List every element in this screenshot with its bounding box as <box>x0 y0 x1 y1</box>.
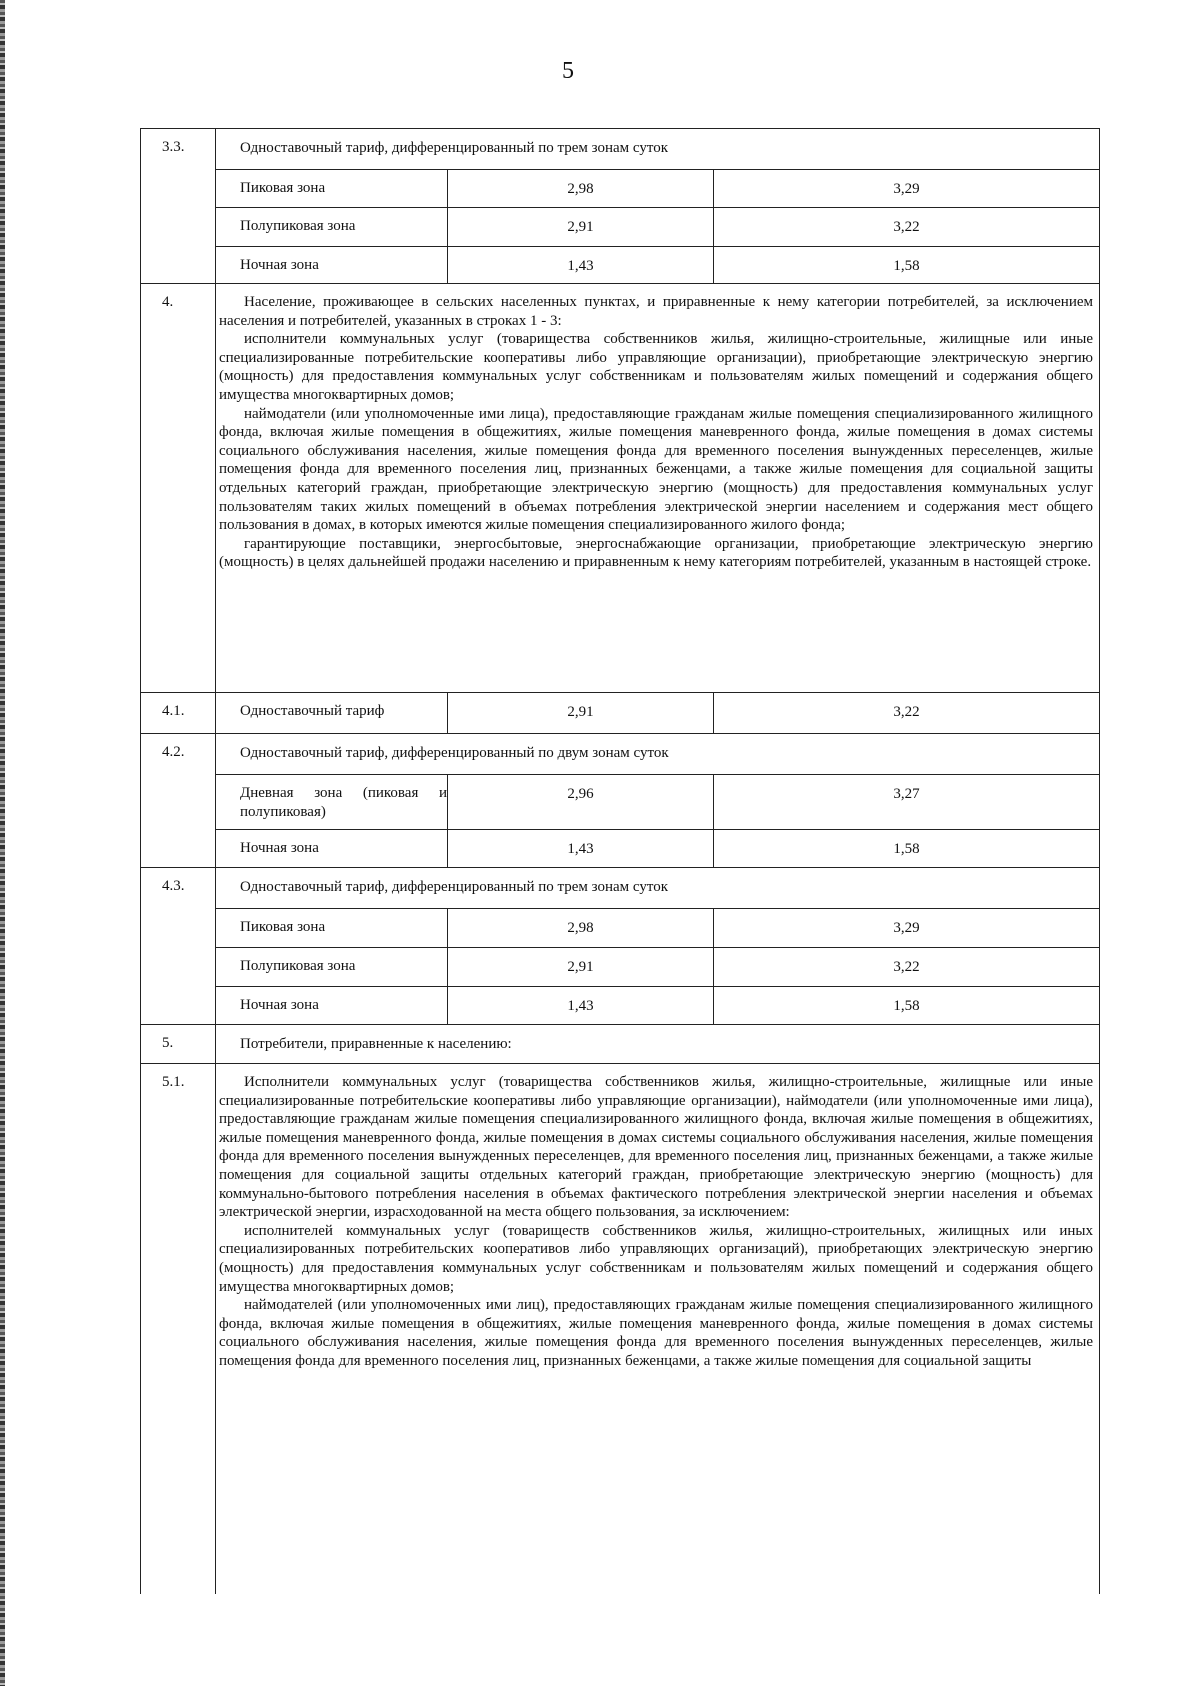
zone-label: Полупиковая зона <box>216 948 448 986</box>
sub-row <box>216 207 1099 246</box>
row-number: 4.2. <box>141 734 216 867</box>
row-title: Одноставочный тариф, дифференцированный по трем зонам суток <box>240 140 669 156</box>
tariff-value-1: 2,96 <box>448 775 714 829</box>
tariff-value-2: 3,27 <box>893 786 920 802</box>
zone-label: Пиковая зона <box>216 909 448 947</box>
sub-row <box>216 986 1099 1024</box>
paragraph: наймодателей (или уполномоченных ими лиц), предоставляющих гражданам жилые помещения специализированного жилищного фонда, включая жилые помещения в общежитиях, жилые помещения маневренного фонда, жилые помещения в домах системы социального обслуживания населения, жилые помещения фонда для временного поселения вынужденных переселенцев, жилые помещения фонда для временного поселения лиц, признанных беженцами, а также жилые помещения для социальной защиты <box>219 1297 1093 1369</box>
row-number: 5.1. <box>141 1064 216 1594</box>
sub-row <box>216 169 1099 207</box>
tariff-value-2: 3,29 <box>893 920 920 936</box>
row-title: Потребители, приравненные к населению: <box>240 1036 512 1052</box>
zone-label: Ночная зона <box>216 830 448 867</box>
row-text <box>216 1064 1099 1594</box>
tariff-value-2: 1,58 <box>893 841 920 857</box>
row-title: Одноставочный тариф, дифференцированный по трем зонам суток <box>240 879 669 895</box>
zone-label: Дневная зона (пиковая и полупиковая) <box>216 775 448 829</box>
tariff-value-2: 3,22 <box>893 959 920 975</box>
paragraph: гарантирующие поставщики, энергосбытовые, энергоснабжающие организации, приобретающие электрическую энергию (мощность) в целях дальнейшей продажи населению и приравненным к нему категориям потребителей, указанным в настоящей строке. <box>219 535 1093 571</box>
table-row-5 <box>140 1025 1100 1064</box>
scan-edge <box>0 0 5 1686</box>
tariff-value-2: 3,29 <box>893 181 920 197</box>
row-number: 5. <box>141 1025 216 1063</box>
tariff-value-2: 3,22 <box>893 219 920 235</box>
row-number: 3.3. <box>141 129 216 283</box>
tariff-value-1: 2,91 <box>448 693 714 733</box>
tariff-value-2: 1,58 <box>893 998 920 1014</box>
tariff-value-1: 1,43 <box>448 247 714 283</box>
tariff-value-2: 3,22 <box>893 704 920 720</box>
table-row-5-1 <box>140 1064 1100 1594</box>
tariff-value-2: 1,58 <box>893 258 920 274</box>
sub-row <box>216 947 1099 986</box>
sub-row <box>216 246 1099 283</box>
paragraph: исполнителей коммунальных услуг (товариществ собственников жилья, жилищно-строительных, жилищных или иных специализированных потребительских кооперативов либо управляющих организаций), приобретающих электрическую энергию (мощность) для предоставления коммунальных услуг собственникам и пользователям жилых помещений и содержания общего имущества многоквартирных домов; <box>219 1222 1093 1295</box>
table-row-4-1 <box>140 693 1100 734</box>
paragraph: Население, проживающее в сельских населенных пунктах, и приравненные к нему категории потребителей, за исключением населения и потребителей, указанных в строках 1 - 3: <box>219 294 1093 329</box>
row-text <box>216 284 1099 692</box>
table-row-4 <box>140 284 1100 693</box>
zone-label: Ночная зона <box>216 247 448 283</box>
row-number: 4. <box>141 284 216 692</box>
tariff-label: Одноставочный тариф <box>216 693 448 733</box>
table-row-4-3 <box>140 868 1100 1025</box>
page-number: 5 <box>562 58 574 84</box>
table-row-4-2 <box>140 734 1100 868</box>
tariff-table <box>140 128 1100 1594</box>
sub-row <box>216 774 1099 829</box>
zone-label: Полупиковая зона <box>216 208 448 246</box>
row-number: 4.3. <box>141 868 216 1024</box>
tariff-value-1: 1,43 <box>448 830 714 867</box>
zone-label: Ночная зона <box>216 987 448 1024</box>
tariff-value-1: 2,98 <box>448 170 714 207</box>
sub-row <box>216 829 1099 867</box>
zone-label: Пиковая зона <box>216 170 448 207</box>
tariff-value-1: 2,91 <box>448 948 714 986</box>
table-row-3-3 <box>140 129 1100 284</box>
tariff-value-1: 2,91 <box>448 208 714 246</box>
row-title: Одноставочный тариф, дифференцированный по двум зонам суток <box>240 745 669 761</box>
paragraph: Исполнители коммунальных услуг (товарищества собственников жилья, жилищно-строительные, жилищные или иные специализированные потребительские кооперативы либо управляющие организации), наймодатели (или уполномоченные ими лица), предоставляющие гражданам жилые помещения специализированного жилищного фонда, включая жилые помещения в общежитиях, жилые помещения маневренного фонда, жилые помещения в домах системы социального обслуживания населения, жилые помещения фонда для временного поселения вынужденных переселенцев, для временного поселения лиц, признанных беженцами, а также жилые помещения для социальной защиты отдельных категорий граждан, приобретающие электрическую энергию (мощность) для коммунально-бытового потребления населения в объемах фактического потребления электрической энергии населения и объемах электрической энергии, израсходованной на места общего пользования, за исключением: <box>219 1074 1093 1221</box>
tariff-value-1: 2,98 <box>448 909 714 947</box>
sub-row <box>216 908 1099 947</box>
tariff-value-1: 1,43 <box>448 987 714 1024</box>
paragraph: наймодатели (или уполномоченные ими лица), предоставляющие гражданам жилые помещения специализированного жилищного фонда, включая жилые помещения в общежитиях, жилые помещения маневренного фонда, жилые помещения в домах системы социального обслуживания населения, жилые помещения фонда для временного поселения вынужденных переселенцев, жилые помещения фонда для временного поселения лиц, признанных беженцами, а также жилые помещения для социальной защиты отдельных категорий граждан, приобретающие электрическую энергию (мощность) для предоставления коммунальных услуг пользователям таких жилых помещений в объемах потребления электрической энергии населением и содержания мест общего пользования в домах, в которых имеются жилые помещения специализированного жилого фонда; <box>219 405 1093 534</box>
row-number: 4.1. <box>141 693 216 733</box>
paragraph: исполнители коммунальных услуг (товарищества собственников жилья, жилищно-строительные, жилищные или иные специализированные потребительские кооперативы либо управляющие организации), приобретающие электрическую энергию (мощность) для предоставления коммунальных услуг собственникам и пользователям жилых помещений и содержания общего имущества многоквартирных домов; <box>219 331 1093 403</box>
